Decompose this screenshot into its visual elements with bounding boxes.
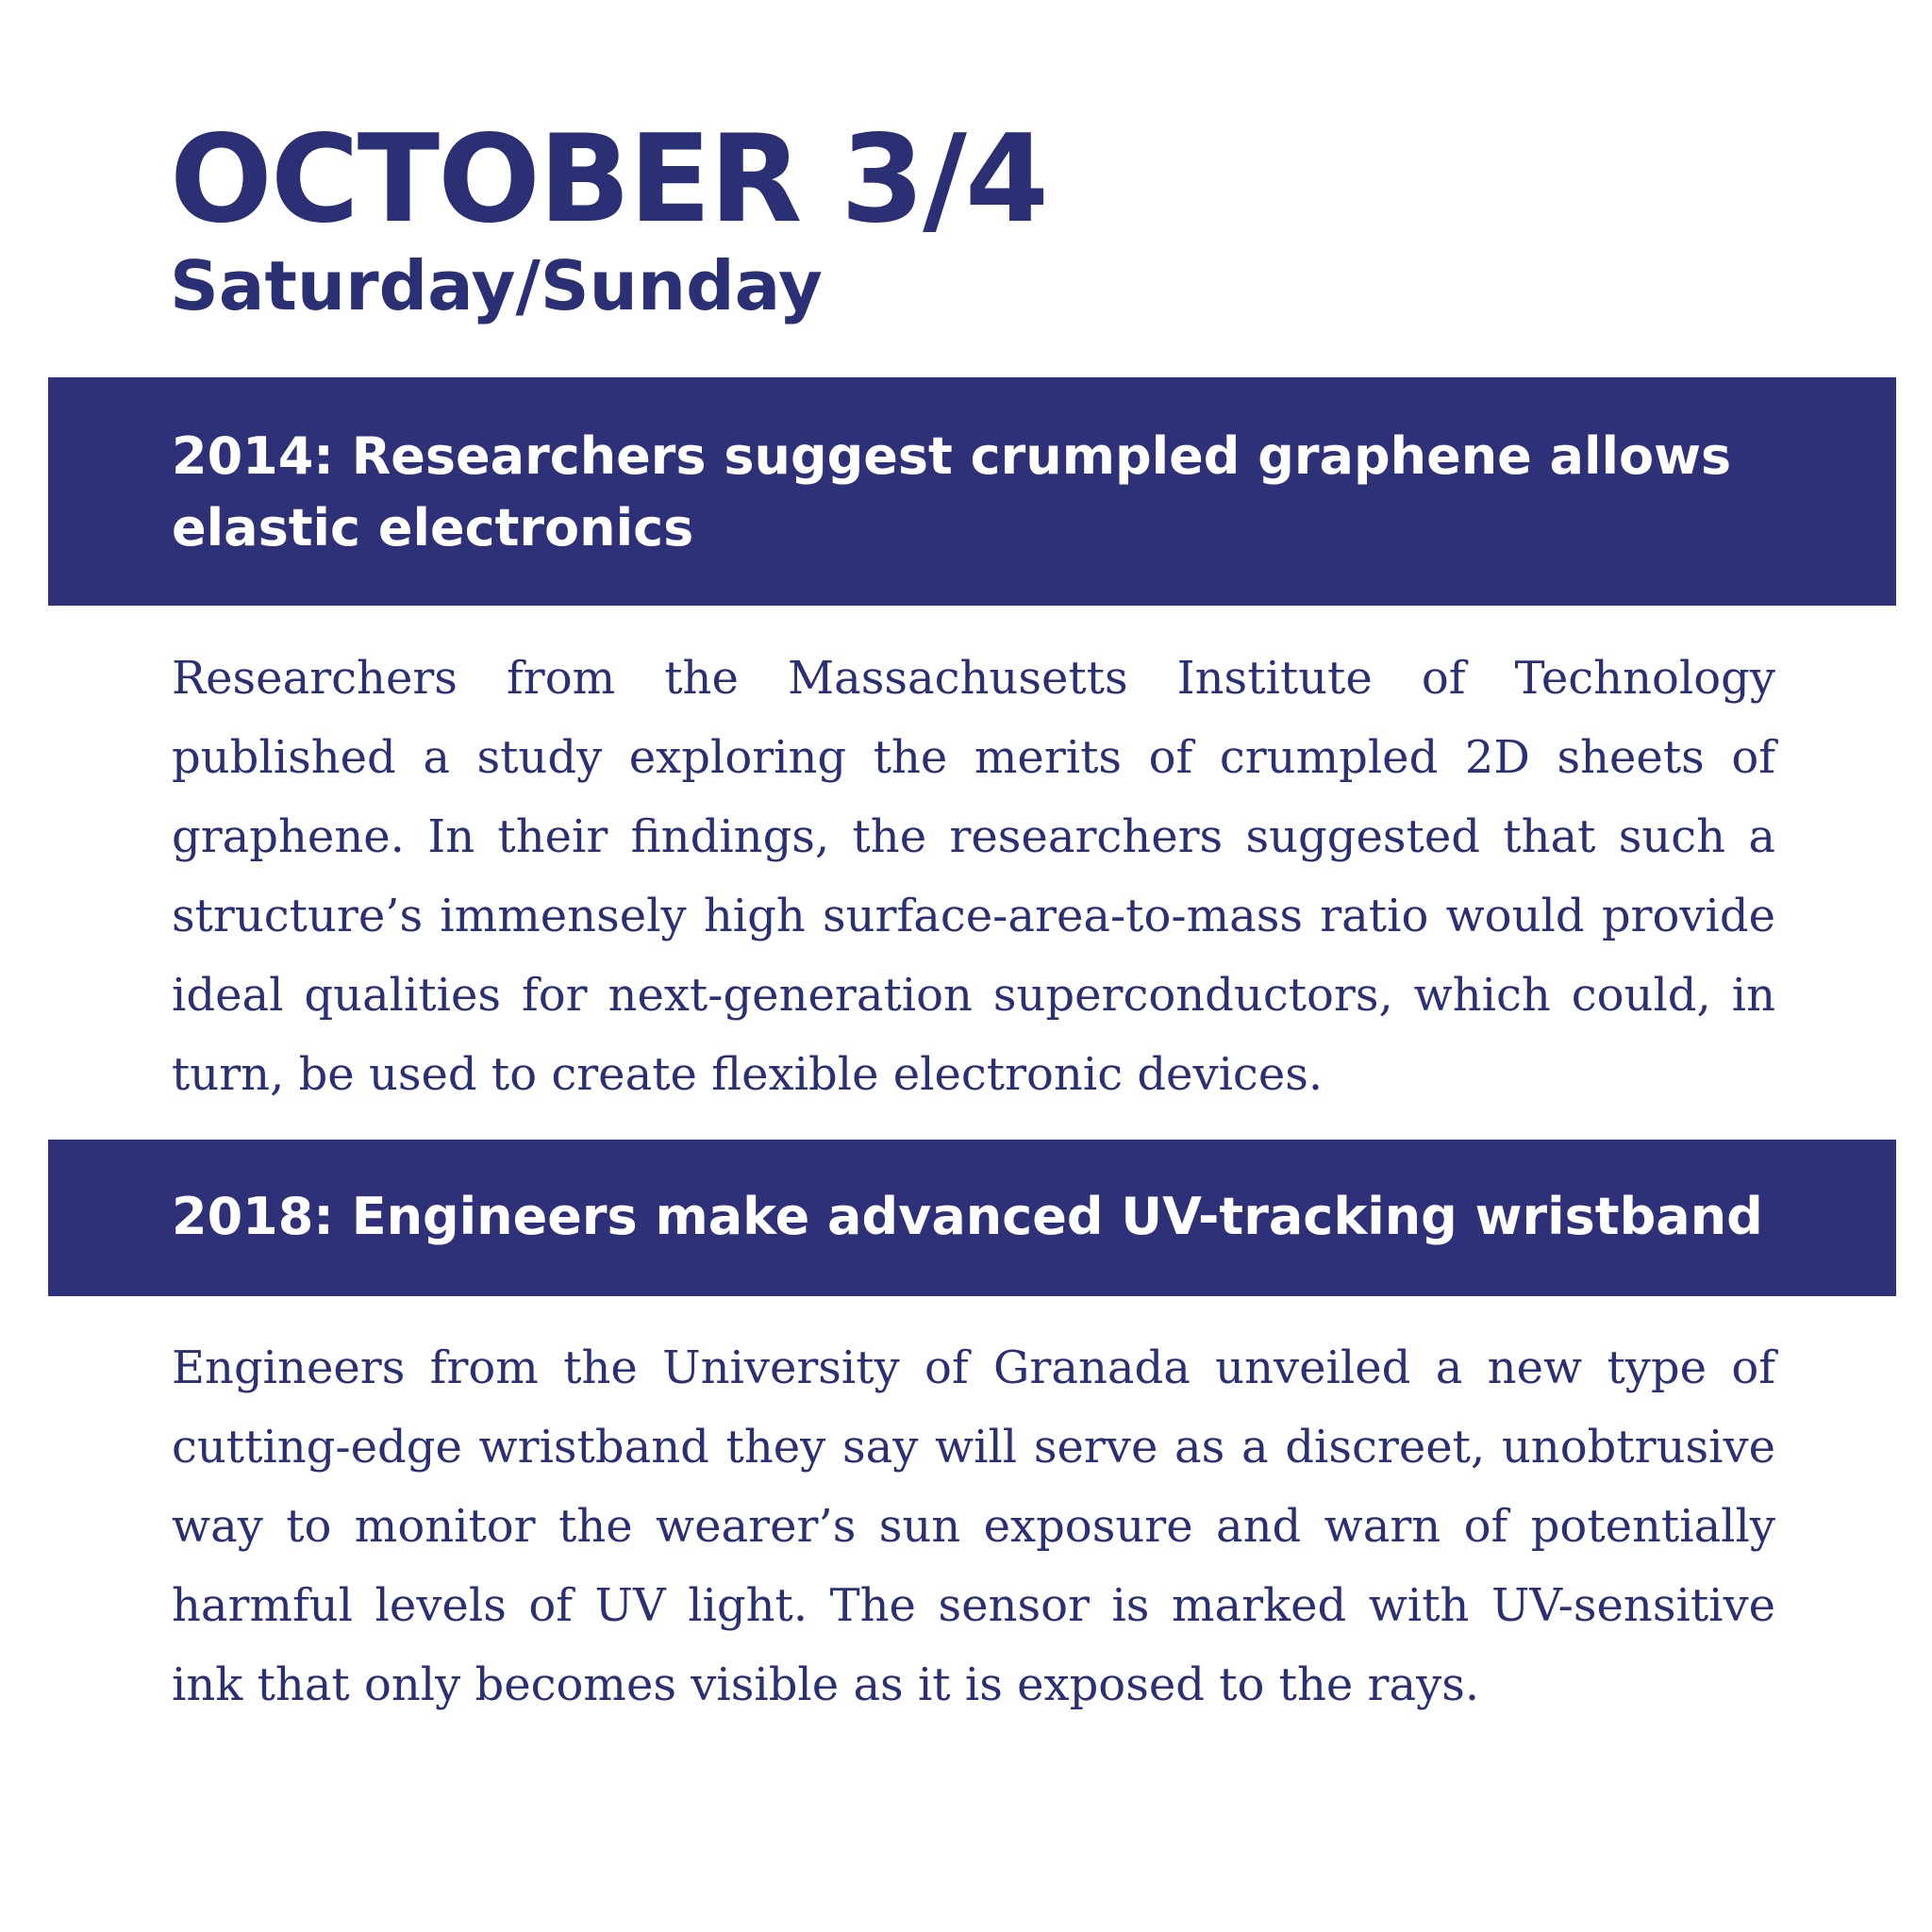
entry-2014-heading: 2014: Researchers suggest crumpled graphene allows elastic electronics — [172, 426, 1732, 558]
page-title-date: OCTOBER 3/4 — [170, 109, 1047, 250]
day-subtitle: Saturday/Sunday — [170, 246, 823, 325]
entry-2014-body: Researchers from the Massachusetts Institute of Technology published a study exploring the merits of crumpled 2D sheets of graphene. In their findings, the researchers suggested that such a structure’s immensely high surface-area-to-mass ratio would provide ideal qualities for next-generation superconductors, which could, in turn, be used to create flexible electronic devices. — [172, 652, 1775, 1101]
entry-2014-header-band — [48, 377, 1896, 606]
entry-2018-header-band — [48, 1140, 1896, 1296]
entry-2018-body: Engineers from the University of Granada unveiled a new type of cutting-edge wristband they say will serve as a discreet, unobtrusive way to monitor the wearer’s sun exposure and warn of potentially harmful levels of UV light. The sensor is marked with UV-sensitive ink that only becomes visible as it is exposed to the rays. — [172, 1341, 1775, 1711]
entry-2018-heading: 2018: Engineers make advanced UV-tracking wristband — [172, 1187, 1763, 1246]
